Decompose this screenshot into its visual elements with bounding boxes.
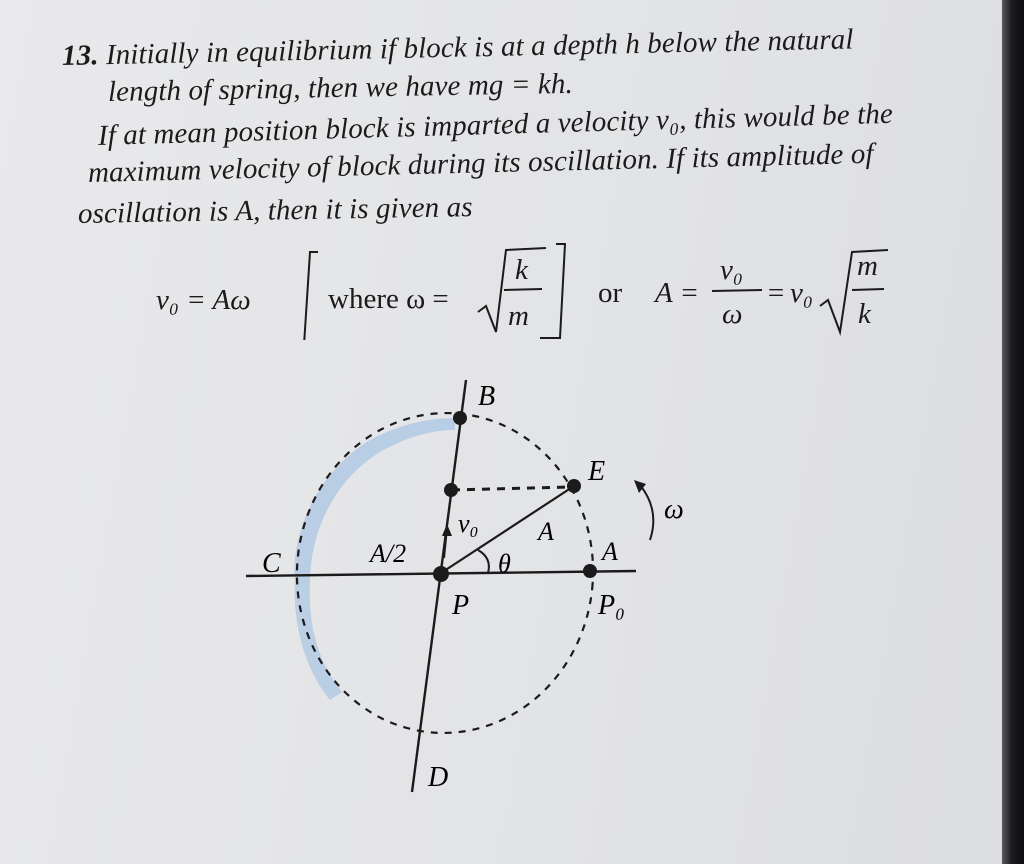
- point-p: [433, 566, 449, 582]
- point-b: [453, 411, 467, 425]
- book-binding-edge: [1002, 0, 1024, 864]
- formula-v0-numerator: v₀: [720, 254, 743, 286]
- label-a-radius: A: [538, 517, 554, 546]
- label-d: D: [428, 762, 449, 793]
- label-b: B: [478, 381, 496, 412]
- problem-line-4: maximum velocity of block during its oscillation. If its amplitude of: [87, 137, 874, 189]
- problem-line-3: If at mean position block is imparted a velocity v₀, this would be the: [97, 97, 894, 152]
- label-p: P: [452, 590, 470, 621]
- problem-line-5: oscillation is A, then it is given as: [77, 191, 473, 230]
- formula-bracket-expression: [0, 240, 1000, 340]
- formula-m-2: m: [857, 250, 878, 282]
- formula-v0-multiplier: v₀: [790, 277, 813, 309]
- problem-line-2: length of spring, then we have mg = kh.: [107, 67, 574, 108]
- label-theta: θ: [498, 549, 511, 578]
- formula-m: m: [508, 300, 529, 332]
- label-omega: ω: [664, 494, 684, 525]
- point-projection: [444, 483, 458, 497]
- problem-line-1: [62, 23, 854, 73]
- vertical-axis: [412, 380, 466, 792]
- problem-text-1: Initially in equilibrium if block is at a depth h below the natural: [105, 23, 854, 72]
- label-p0: P₀: [598, 590, 625, 621]
- label-c: C: [262, 548, 281, 579]
- label-a-half: A/2: [370, 539, 407, 568]
- left-bracket-icon: [304, 252, 318, 340]
- fraction-bar-v0-omega: [712, 290, 762, 291]
- point-p0: [583, 564, 597, 578]
- label-v0: v₀: [458, 509, 479, 538]
- point-e: [567, 479, 581, 493]
- reference-circle-diagram: [0, 360, 1000, 860]
- formula-where: where ω =: [328, 283, 449, 315]
- fraction-bar-m-k: [852, 289, 884, 290]
- projection-dashed-line: [452, 487, 572, 490]
- formula-v0-equals-a-omega: v₀ = Aω: [156, 284, 251, 316]
- formula-or: or: [598, 277, 623, 309]
- problem-number: 13.: [61, 39, 99, 72]
- formula-k: k: [515, 254, 528, 286]
- theta-arc: [478, 550, 489, 573]
- formula-equals: =: [766, 277, 786, 309]
- formula-k-2: k: [858, 298, 871, 330]
- label-e: E: [588, 456, 606, 487]
- velocity-arrow-icon: [442, 524, 452, 536]
- omega-rotation-arrow-icon: [640, 485, 653, 540]
- formula-omega-denominator: ω: [722, 298, 743, 330]
- formula-a-equals: A =: [655, 277, 700, 309]
- right-bracket-icon: [540, 244, 565, 338]
- label-a-side: A: [602, 537, 618, 566]
- fraction-bar-k-m: [504, 289, 542, 290]
